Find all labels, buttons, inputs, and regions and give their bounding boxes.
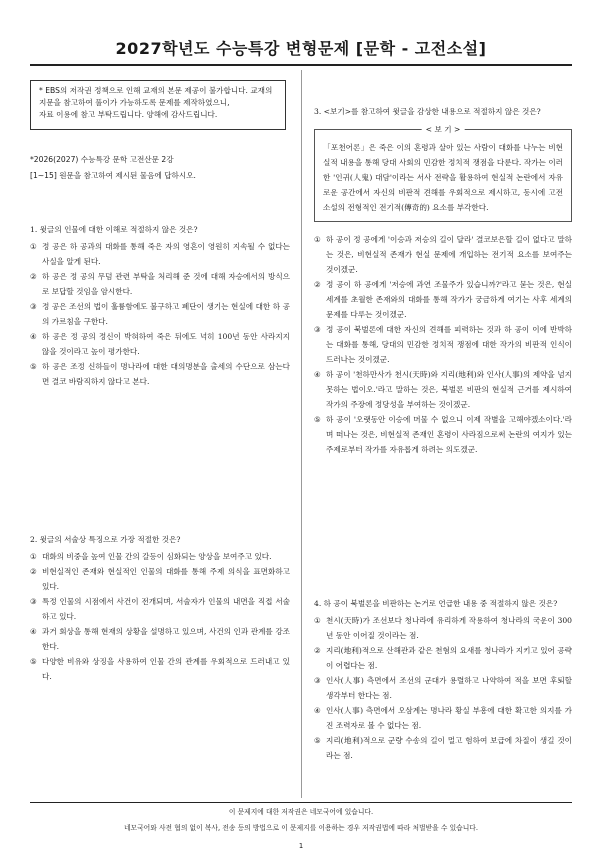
option-text: 인사(人事) 측면에서 조선의 군대가 용렬하고 나약하여 적을 보면 후퇴할 생각부터 한다는 점. [326,676,572,700]
option-text: 인사(人事) 측면에서 오삼계는 명나라 황실 부흥에 대한 확고한 의지를 가진 조력자로 볼 수 없다는 점. [326,706,572,730]
answer-option[interactable] [30,654,290,684]
answer-option[interactable] [30,359,290,389]
source-line: *2026(2027) 수능특강 문학 고전산문 2강 [30,155,174,164]
option-number: ⑤ [314,736,321,745]
source-info [30,152,290,184]
option-number: ② [30,567,37,576]
option-number: ⑤ [30,362,37,371]
page-number: 1 [298,842,304,850]
answer-option[interactable] [314,733,572,763]
question-4 [314,596,572,763]
option-text: 정 공이 하 공에게 '저승에 과연 조물주가 있습니까?'라고 묻는 것은, 현실 세계를 초월한 존재와의 대화를 통해 작가가 궁금하게 여기는 사후 세계의 문제를 다루는 것이겠군. [326,280,572,319]
bogi-text: 「포천어론」은 죽은 이의 혼령과 살아 있는 사람이 대화를 나누는 비현실적 내용을 통해 당대 사회의 민감한 정치적 쟁점을 다룬다. 작가는 이러한 '인귀(人鬼) 대담'이라는 서사 전략을 활용하여 현실적 논란에서 자유로운 공간에서 자신의 비판적 견해를 우회적으로 제시하고, 동시에 고전소설의 전형적인 전기적(傳奇的) 요소를 부각한다. [323,143,563,212]
option-number: ① [314,616,321,625]
bogi-label: < 보 기 > [422,122,465,137]
instruction-line: [1~15] 원문을 참고하여 제시된 물음에 답하시오. [30,171,196,180]
option-text: 하 공이 정 공에게 '이승과 저승의 길이 달라' 결코보은할 길이 없다고 말하는 것은, 비현실적 존재가 현실 문제에 개입하는 전기적 요소를 보여주는 것이겠군. [326,235,572,274]
question-stem: 3. <보기>를 참고하여 윗글을 감상한 내용으로 적절하지 않은 것은? [314,107,541,116]
answer-option[interactable] [314,703,572,733]
answer-option[interactable] [30,549,290,564]
option-number: ⑤ [30,657,37,666]
option-text: 하 공이 '천하만사가 천시(天時)와 지리(地利)와 인사(人事)의 제약을 넘지 못하는 법이오.'라고 말하는 것은, 북벌론 비판의 현실적 근거를 제시하여 작가의 주장에 정당성을 부여하는 것이겠군. [326,370,572,409]
notice-line: 지문을 참고하여 풀이가 가능하도록 문제를 제작하였으니, [39,98,230,107]
option-text: 천시(天時)가 조선보다 청나라에 유리하게 작용하여 청나라의 국운이 300년 동안 이어질 것이라는 점. [326,616,572,640]
option-text: 대화의 비중을 높여 인물 간의 갈등이 심화되는 양상을 보여주고 있다. [42,552,272,561]
option-text: 정 공은 조선의 법이 훌륭함에도 불구하고 폐단이 생기는 현실에 대한 하 공의 가르침을 구한다. [42,302,290,326]
option-text: 하 공은 정 공의 무덤 관련 부탁을 처리해 준 것에 대해 자승에서의 방식으로 보답할 것임을 암시한다. [42,272,290,296]
answer-option[interactable] [314,277,572,322]
question-stem: 1. 윗글의 인물에 대한 이해로 적절하지 않은 것은? [30,225,198,234]
option-number: ④ [30,627,37,636]
answer-option[interactable] [314,673,572,703]
option-number: ① [30,552,37,561]
option-number: ② [314,646,321,655]
answer-option[interactable] [30,594,290,624]
option-number: ④ [314,370,321,379]
top-rule [30,64,572,66]
option-text: 과거 회상을 통해 현재의 상황을 설명하고 있으며, 사건의 인과 관계를 강조한다. [42,627,290,651]
option-number: ⑤ [314,415,321,424]
option-text: 정 공은 하 공과의 대화를 통해 죽은 자의 영혼이 영원히 지속될 수 없다는 사실을 알게 된다. [42,242,290,266]
answer-option[interactable] [314,232,572,277]
question-3 [314,104,572,457]
option-number: ③ [314,676,321,685]
option-text: 하 공이 '오랫동안 이승에 머물 수 없으니 이제 작별을 고해야겠소이다.'라며 떠나는 것은, 비현실적 존재인 혼령이 사라짐으로써 논란의 여지가 있는 주제로부터 작가를 자유롭게 하려는 의도겠군. [326,415,572,454]
option-text: 하 공은 조정 신하들이 명나라에 대한 대의명분을 출세의 수단으로 삼는다면 결코 바람직하지 않다고 본다. [42,362,290,386]
answer-option[interactable] [30,269,290,299]
answer-option[interactable] [314,613,572,643]
bottom-rule [30,802,572,803]
notice-line: 자료 이용에 참고 부탁드립니다. 양해에 감사드립니다. [39,110,218,119]
question-2 [30,532,290,684]
copyright-footer: 이 문제지에 대한 저작권은 네모국어에 있습니다. [228,808,374,816]
answer-option[interactable] [314,643,572,673]
option-text: 다양한 비유와 상징을 사용하여 인물 간의 관계를 우회적으로 드러내고 있다. [42,657,290,681]
column-separator [301,70,302,798]
option-number: ① [314,235,321,244]
option-text: 정 공이 북벌론에 대한 자신의 견해를 피력하는 것과 하 공이 이에 반박하는 대화를 통해, 당대의 민감한 정치적 쟁점에 대한 작가의 비판적 인식이 드러나는 것이겠군. [326,325,572,364]
option-text: 비현실적인 존재와 현실적인 인물의 대화를 통해 주제 의식을 표면화하고 있다. [42,567,290,591]
answer-option[interactable] [30,564,290,594]
option-number: ① [30,242,37,251]
answer-option[interactable] [30,624,290,654]
question-stem: 4. 하 공이 북벌론을 비판하는 논거로 언급한 내용 중 적절하지 않은 것은? [314,599,558,608]
page-title: 2027학년도 수능특강 변형문제 [문학 - 고전소설] [115,39,487,58]
option-number: ③ [30,597,37,606]
answer-option[interactable] [30,299,290,329]
answer-option[interactable] [314,322,572,367]
question-1 [30,222,290,389]
answer-option[interactable] [314,412,572,457]
copyright-notice-box [30,80,286,130]
option-number: ④ [30,332,37,341]
answer-option[interactable] [30,329,290,359]
legal-footer: 네모국어와 사전 협의 없이 복사, 전송 등의 방법으로 이 문제지를 이용하는 경우 저작권법에 따라 처벌받을 수 있습니다. [123,824,479,832]
option-text: 지리(地利)적으로 군량 수송의 길이 멀고 험하여 보급에 차질이 생길 것이라는 점. [326,736,572,760]
answer-option[interactable] [30,239,290,269]
question-stem: 2. 윗글의 서술상 특징으로 가장 적절한 것은? [30,535,181,544]
notice-line: * EBS의 저작권 정책으로 인해 교재의 본문 제공이 불가합니다. 교재의 [39,86,273,95]
answer-option[interactable] [314,367,572,412]
bogi-box [314,125,572,222]
option-number: ③ [30,302,37,311]
option-text: 특정 인물의 시점에서 사건이 전개되며, 서술자가 인물의 내면을 직접 서술하고 있다. [42,597,290,621]
option-number: ③ [314,325,321,334]
option-text: 지리(地利)적으로 산해관과 같은 천혐의 요새를 청나라가 지키고 있어 공략이 어렵다는 점. [326,646,572,670]
option-number: ④ [314,706,321,715]
option-text: 하 공은 정 공의 정신이 박혀하여 죽은 뒤에도 넉히 100년 동안 사라지지 않을 것이라고 높이 평가한다. [42,332,290,356]
option-number: ② [314,280,321,289]
option-number: ② [30,272,37,281]
